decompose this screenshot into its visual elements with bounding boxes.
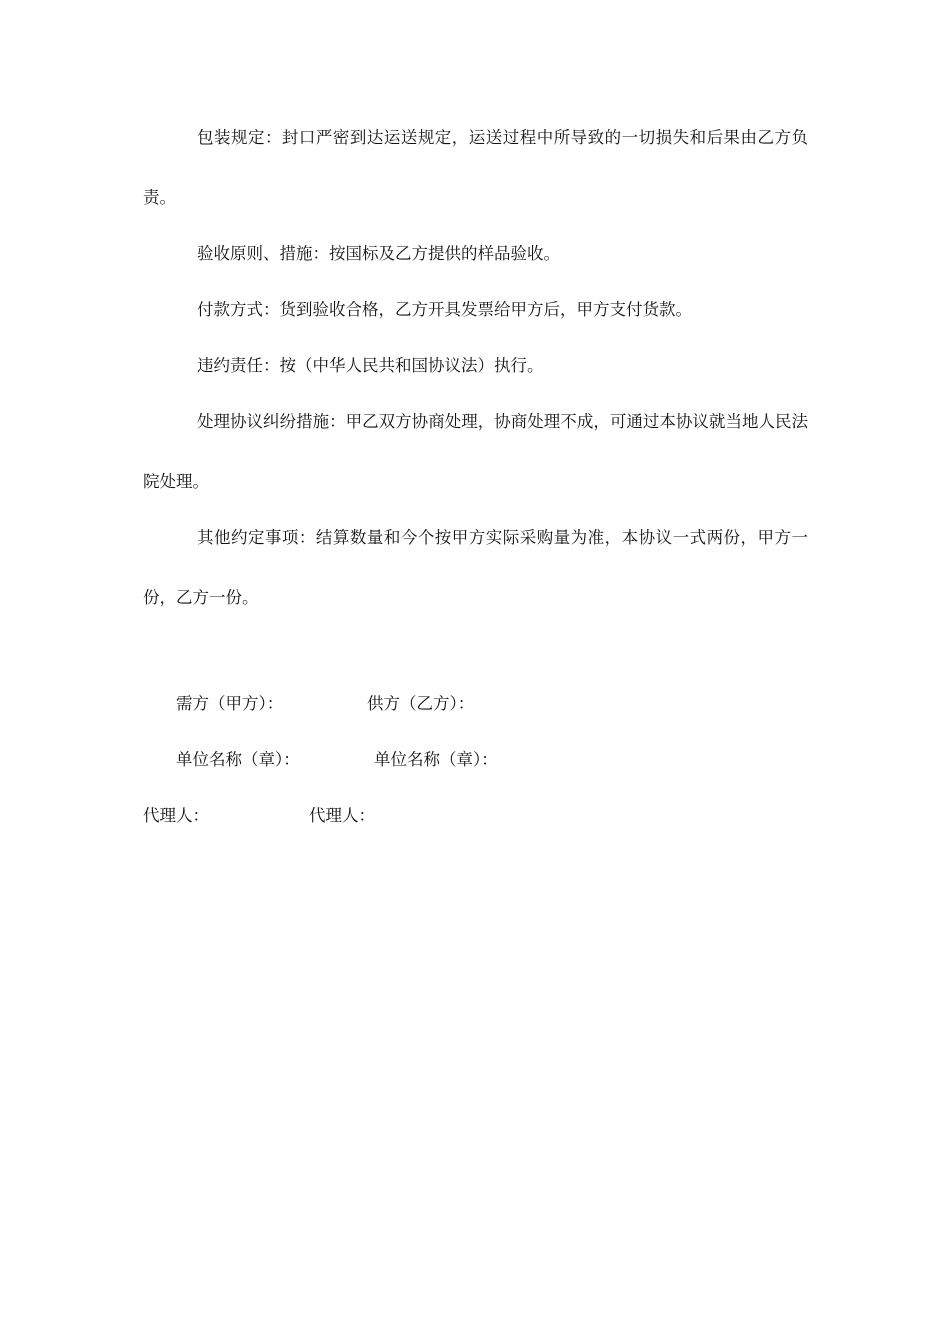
clause-dispute: 处理协议纠纷措施：甲乙双方协商处理，协商处理不成，可通过本协议就当地人民法院处理。 [143,412,808,491]
buyer-unit-label: 单位名称（章）： [176,750,300,769]
clause-acceptance: 验收原则、措施：按国标及乙方提供的样品验收。 [197,244,560,263]
clause-packaging: 包装规定：封口严密到达运送规定，运送过程中所导致的一切损失和后果由乙方负责。 [143,128,808,207]
seller-party-label: 供方（乙方）： [367,694,475,713]
buyer-party-label: 需方（甲方）： [176,694,284,713]
clause-liability: 违约责任：按（中华人民共和国协议法）执行。 [197,356,544,375]
clause-other: 其他约定事项：结算数量和今个按甲方实际采购量为准，本协议一式两份，甲方一份，乙方一份。 [143,528,808,607]
buyer-agent-label: 代理人： [143,806,209,825]
clause-payment: 付款方式：货到验收合格，乙方开具发票给甲方后，甲方支付货款。 [197,300,692,319]
seller-unit-label: 单位名称（章）： [374,750,498,769]
seller-agent-label: 代理人： [309,806,375,825]
